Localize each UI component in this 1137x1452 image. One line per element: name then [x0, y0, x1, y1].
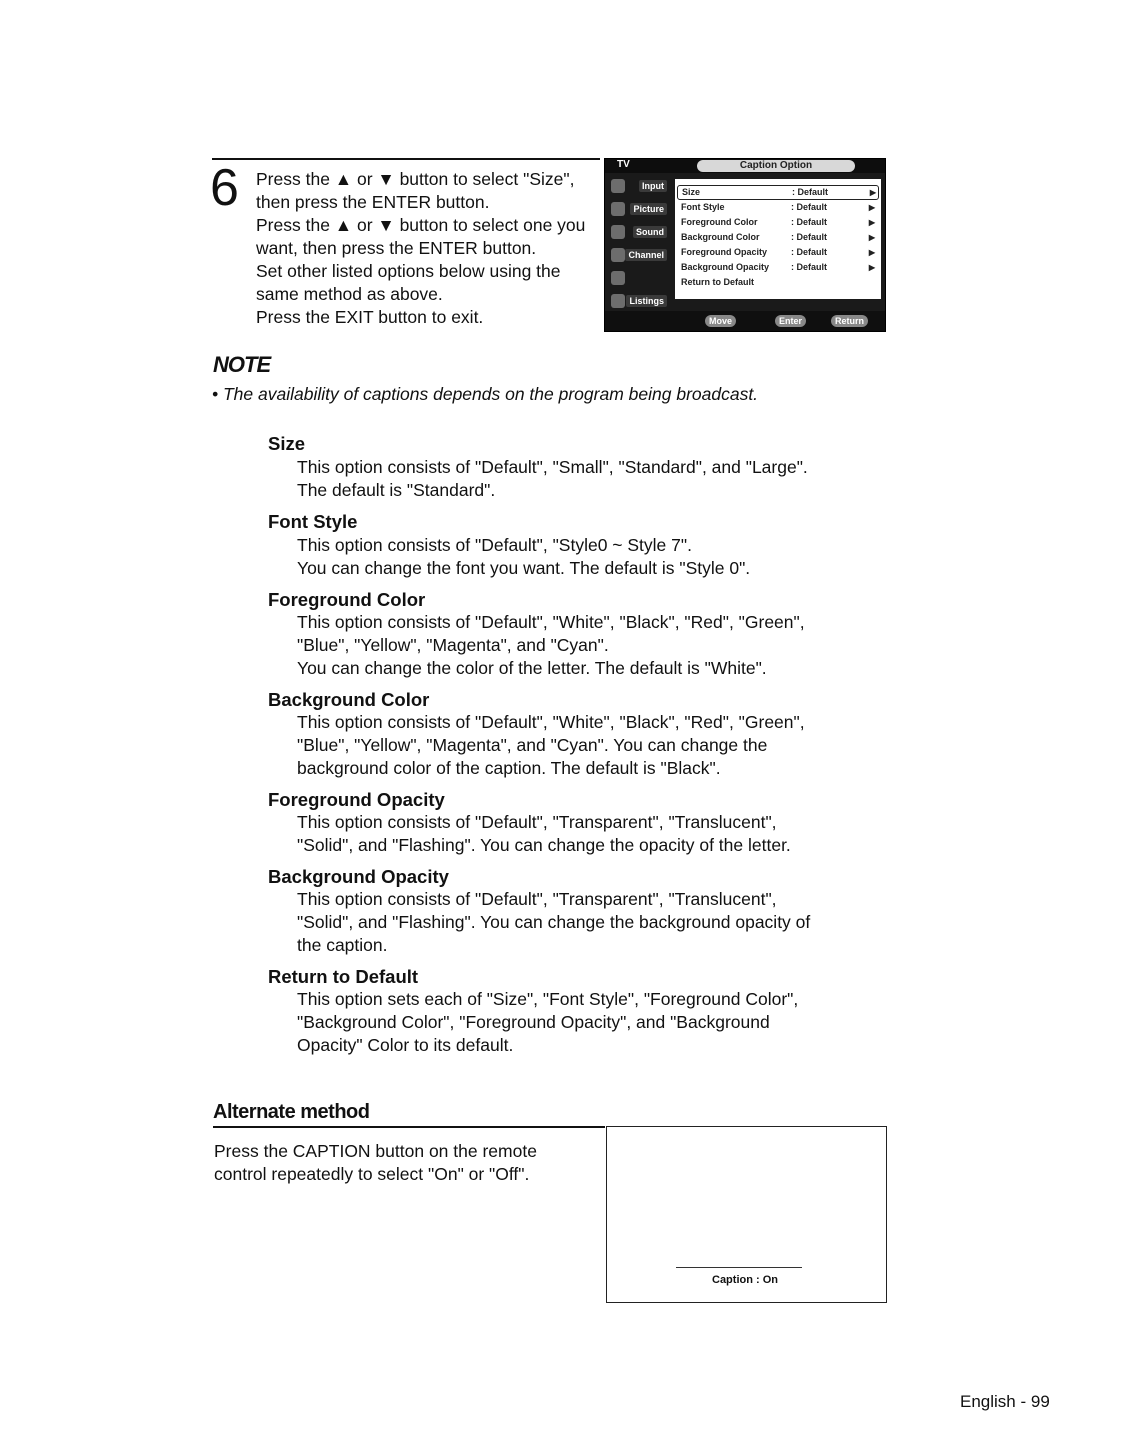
listings-icon — [611, 294, 625, 308]
option-line: "Blue", "Yellow", "Magenta", and "Cyan". — [297, 635, 609, 655]
caption-status-label: Caption : On — [712, 1274, 778, 1286]
option-line: You can change the font you want. The default is "Style 0". — [297, 558, 751, 578]
hint-enter: Enter — [775, 315, 806, 327]
tv-tab-channel: Channel — [605, 244, 671, 266]
tv-tab-picture: Picture — [605, 198, 671, 220]
tv-menu-header — [605, 159, 885, 173]
option-line: This option consists of "Default", "White", "Black", "Red", "Green", — [297, 712, 805, 732]
tv-tab-setup — [605, 267, 671, 289]
arrow-right-icon: ▶ — [868, 248, 875, 257]
alternate-rule — [213, 1126, 605, 1128]
step-line: want, then press the ENTER button. — [256, 238, 537, 258]
alternate-method-heading: Alternate method — [213, 1101, 370, 1123]
option-line: This option consists of "Default", "Small", "Standard", and "Large". — [297, 457, 808, 477]
option-title-foreground-opacity: Foreground Opacity — [268, 789, 445, 810]
hint-move: Move — [705, 315, 736, 327]
step-number: 6 — [210, 159, 239, 217]
tv-brand: TV — [617, 159, 630, 170]
option-title-foreground-color: Foreground Color — [268, 589, 426, 610]
option-line: This option consists of "Default", "White", "Black", "Red", "Green", — [297, 612, 805, 632]
step-line: Set other listed options below using the — [256, 261, 561, 281]
step-line: Press the EXIT button to exit. — [256, 307, 484, 327]
option-line: the caption. — [297, 935, 388, 955]
step-line: Press the ▲ or ▼ button to select "Size", — [256, 169, 575, 189]
arrow-right-icon: ▶ — [868, 218, 875, 227]
tv-menu-screenshot — [604, 158, 886, 332]
option-line: "Background Color", "Foreground Opacity", and "Background — [297, 1012, 770, 1032]
input-icon — [611, 179, 625, 193]
tv-row-background-opacity: Background Opacity : Default ▶ — [677, 260, 877, 275]
arrow-right-icon: ▶ — [869, 188, 876, 197]
tv-row-size: Size : Default ▶ — [677, 185, 879, 200]
arrow-right-icon: ▶ — [868, 203, 875, 212]
channel-icon — [611, 248, 625, 262]
step-rule — [212, 158, 600, 160]
option-line: The default is "Standard". — [297, 480, 496, 500]
step-instructions — [256, 168, 585, 329]
option-line: This option sets each of "Size", "Font Style", "Foreground Color", — [297, 989, 799, 1009]
tv-tab-listings: Listings — [605, 290, 671, 312]
note-text: • The availability of captions depends on the program being broadcast. — [212, 384, 759, 404]
option-title-font-style: Font Style — [268, 511, 358, 532]
sound-icon — [611, 225, 625, 239]
option-line: Opacity" Color to its default. — [297, 1035, 514, 1055]
picture-icon — [611, 202, 625, 216]
option-line: This option consists of "Default", "Style0 ~ Style 7". — [297, 535, 692, 555]
option-title-background-opacity: Background Opacity — [268, 866, 449, 887]
option-line: You can change the color of the letter. The default is "White". — [297, 658, 767, 678]
note-heading: NOTE — [213, 352, 271, 377]
setup-icon — [611, 271, 625, 285]
tv-menu-options — [675, 179, 881, 299]
option-title-size: Size — [268, 433, 306, 454]
step-line: Press the ▲ or ▼ button to select one you — [256, 215, 586, 235]
alternate-method-text — [214, 1140, 537, 1186]
step-line: same method as above. — [256, 284, 443, 304]
tv-row-background-color: Background Color : Default ▶ — [677, 230, 877, 245]
caption-rule — [676, 1267, 802, 1268]
tv-row-return-to-default: Return to Default — [681, 277, 754, 287]
tv-menu-footer — [605, 311, 885, 331]
option-title-return-to-default: Return to Default — [268, 966, 419, 987]
tv-tab-input: Input — [605, 175, 671, 197]
tv-menu-title: Caption Option — [697, 160, 855, 172]
step-line: then press the ENTER button. — [256, 192, 490, 212]
tv-menu-sidebar — [605, 175, 671, 315]
option-line: "Blue", "Yellow", "Magenta", and "Cyan". You can change the — [297, 735, 768, 755]
option-line: This option consists of "Default", "Transparent", "Translucent", — [297, 812, 777, 832]
alternate-line: Press the CAPTION button on the remote — [214, 1141, 537, 1161]
option-line: "Solid", and "Flashing". You can change the opacity of the letter. — [297, 835, 791, 855]
arrow-right-icon: ▶ — [868, 263, 875, 272]
tv-row-foreground-opacity: Foreground Opacity : Default ▶ — [677, 245, 877, 260]
option-line: This option consists of "Default", "Transparent", "Translucent", — [297, 889, 777, 909]
hint-return: Return — [831, 315, 868, 327]
option-line: "Solid", and "Flashing". You can change the background opacity of — [297, 912, 811, 932]
tv-row-font-style: Font Style : Default ▶ — [677, 200, 877, 215]
tv-tab-sound: Sound — [605, 221, 671, 243]
alternate-line: control repeatedly to select "On" or "Off". — [214, 1164, 530, 1184]
option-title-background-color: Background Color — [268, 689, 430, 710]
tv-row-foreground-color: Foreground Color : Default ▶ — [677, 215, 877, 230]
page-number: English - 99 — [960, 1392, 1050, 1411]
arrow-right-icon: ▶ — [868, 233, 875, 242]
option-line: background color of the caption. The default is "Black". — [297, 758, 721, 778]
